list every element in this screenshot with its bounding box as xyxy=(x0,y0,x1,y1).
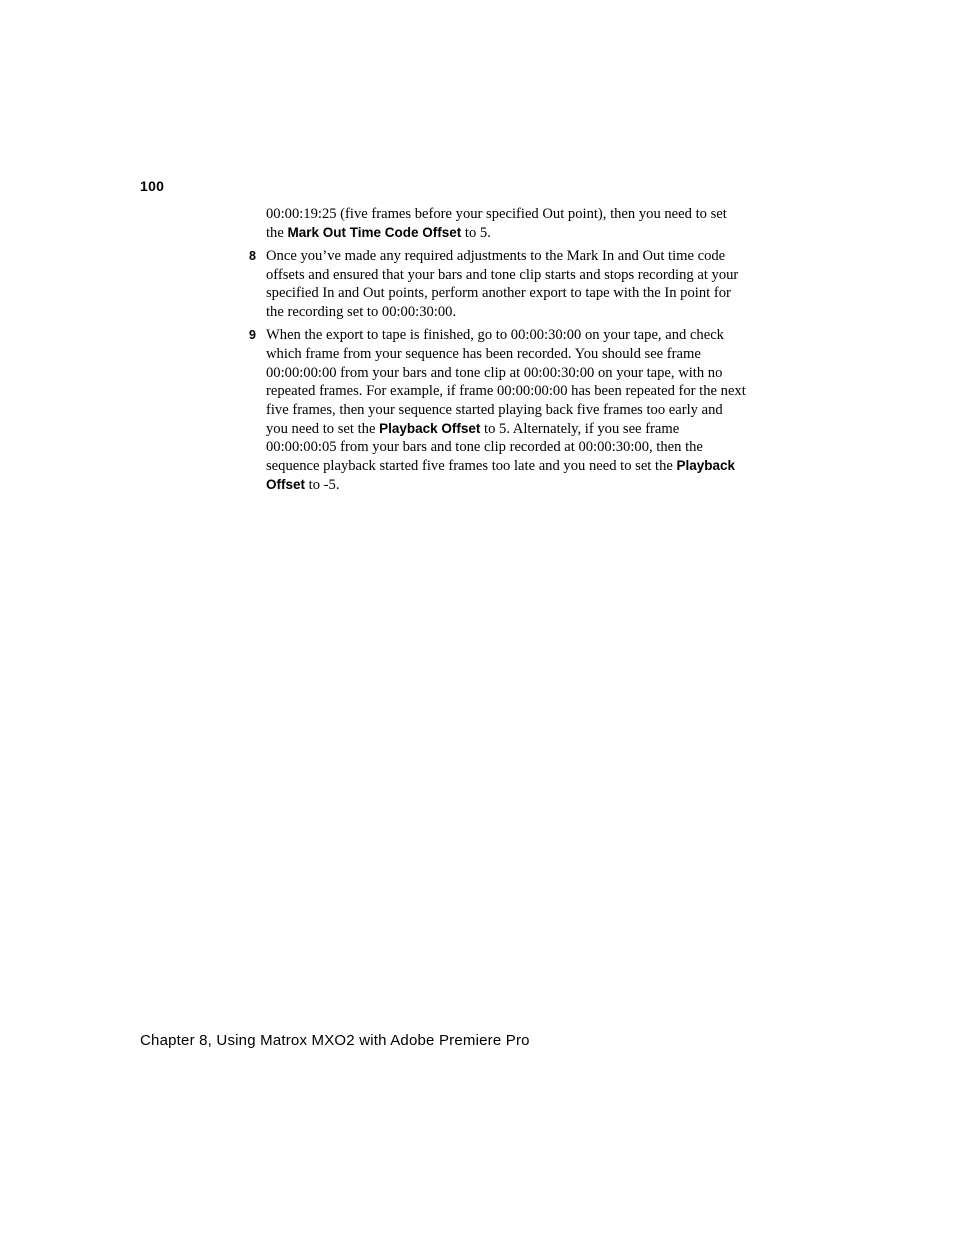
page-number: 100 xyxy=(140,178,165,194)
body-text xyxy=(249,205,746,499)
step-text-end: to -5. xyxy=(305,476,340,493)
step-text: When the export to tape is finished, go to 00:00:30:00 on your tape, and check which frame from your sequence has been recorded. You should see frame 00:00:00:00 from your bars and tone clip at 00:00:30:00 on your tape, with no repeated frames. For example, if frame 00:00:00:00 has been repeated for the next five frames, then your sequence started playing back five frames too early and you need to set the xyxy=(266,327,746,437)
continuation-paragraph xyxy=(266,205,746,242)
chapter-footer: Chapter 8, Using Matrox MXO2 with Adobe Premiere Pro xyxy=(140,1032,530,1049)
step-8 xyxy=(249,247,746,322)
step-9 xyxy=(249,326,746,494)
ui-term-playback-offset: Playback Offset xyxy=(266,458,736,492)
continuation-text-end: to 5. xyxy=(461,224,491,241)
continuation-text: 00:00:19:25 (five frames before your specified Out point), then you need to set the xyxy=(266,206,727,241)
step-number: 9 xyxy=(249,328,256,343)
step-text-mid: to 5. Alternately, if you see frame 00:00:00:05 from your bars and tone clip recorded at 00:00:30:00, then the sequence playback started five frames too late and you need to set the xyxy=(266,420,703,475)
ui-term-mark-out-offset: Mark Out Time Code Offset xyxy=(287,224,462,240)
ui-term-playback-offset: Playback Offset xyxy=(379,420,481,436)
step-number: 8 xyxy=(249,248,256,263)
step-text: Once you’ve made any required adjustments to the Mark In and Out time code offsets and ensured that your bars and tone clip starts and stops recording at your specified In and Out points, perform another export to tape with the In point for the recording set to 00:00:30:00. xyxy=(266,247,739,321)
